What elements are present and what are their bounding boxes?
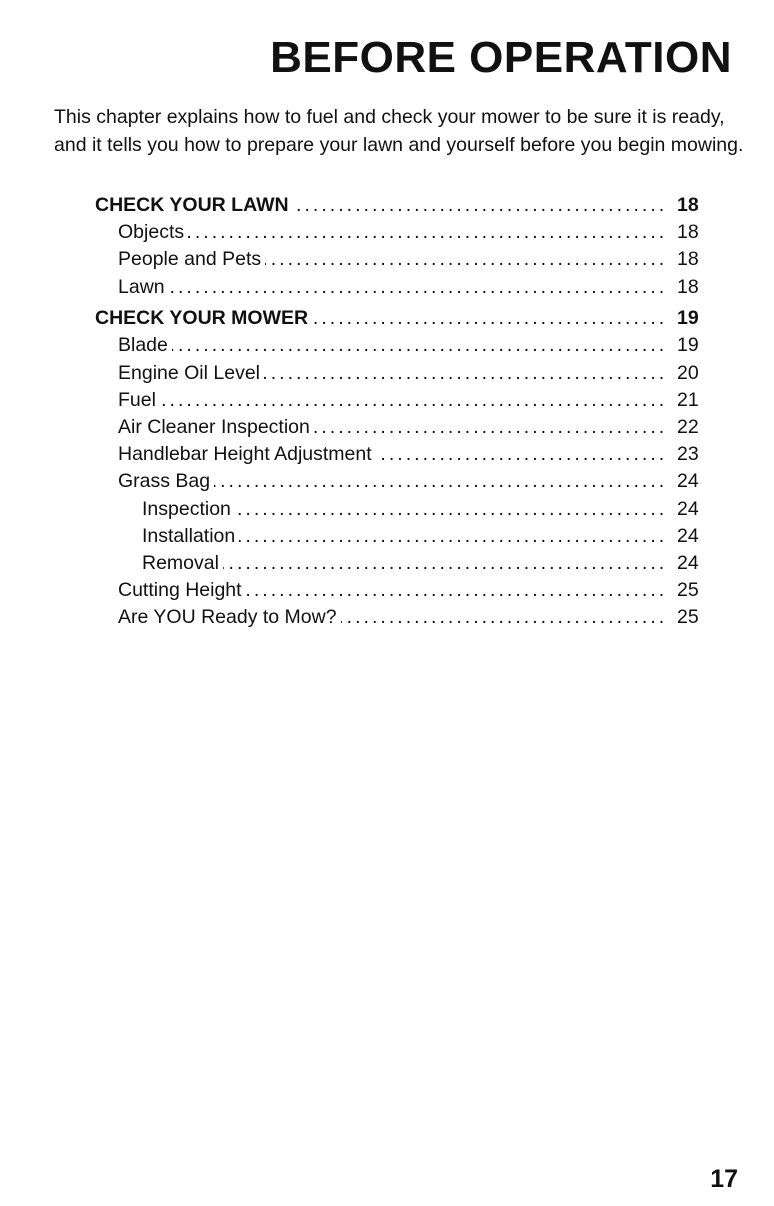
toc-entry-label: CHECK YOUR MOWER	[95, 307, 309, 330]
toc-entry-label: Inspection	[142, 497, 231, 520]
toc-entry[interactable]	[95, 604, 705, 631]
toc-entry-page: 18	[677, 221, 699, 244]
toc-entry-label: Air Cleaner Inspection	[118, 416, 310, 438]
toc-entry-label: Blade	[118, 334, 168, 357]
toc-dot-leader	[239, 523, 663, 550]
toc-entry-page: 21	[677, 388, 699, 411]
toc-dot-leader	[312, 305, 663, 332]
toc-entry-page: 24	[677, 470, 699, 493]
toc-entry-page: 18	[677, 275, 699, 298]
toc-entry-page: 23	[677, 443, 699, 466]
toc-entry-page: 24	[677, 551, 699, 574]
toc-entry-page: 20	[677, 361, 699, 384]
toc-entry[interactable]	[95, 414, 705, 441]
toc-entry[interactable]	[95, 387, 705, 414]
toc-entry-label: Are YOU Ready to Mow?	[118, 606, 337, 629]
toc-entry-label: CHECK YOUR LAWN	[95, 194, 289, 216]
toc-dot-leader	[293, 192, 663, 219]
toc-entry-page: 18	[677, 194, 699, 216]
toc-entry-label: Engine Oil Level	[118, 361, 261, 384]
toc-entry-label: Handlebar Height Adjustment	[118, 443, 372, 466]
toc-entry[interactable]	[95, 305, 705, 332]
toc-dot-leader	[235, 496, 663, 523]
toc-entry-label: Objects	[118, 221, 185, 244]
page-number: 17	[710, 1165, 738, 1193]
toc-entry[interactable]	[95, 523, 705, 550]
toc-entry[interactable]	[95, 550, 705, 577]
toc-dot-leader	[172, 332, 663, 359]
intro-paragraph: This chapter explains how to fuel and check your mower to be sure it is ready, and it tells you how to prepare your lawn and yourself before you begin mowing.	[54, 106, 744, 156]
toc-entry[interactable]	[95, 332, 705, 359]
toc-dot-leader	[314, 414, 663, 441]
toc-dot-leader	[376, 441, 663, 468]
toc-entry[interactable]	[95, 360, 705, 387]
toc-entry-label: Fuel	[118, 388, 156, 411]
toc-entry-page: 24	[677, 524, 699, 547]
toc-dot-leader	[160, 387, 663, 414]
toc-dot-leader	[223, 550, 663, 577]
toc-dot-leader	[214, 468, 663, 495]
toc-entry-page: 25	[677, 606, 699, 629]
table-of-contents	[95, 192, 705, 632]
toc-dot-leader	[169, 274, 663, 301]
toc-entry[interactable]	[95, 496, 705, 523]
toc-entry-label: Lawn	[118, 275, 165, 298]
toc-dot-leader	[264, 360, 663, 387]
toc-entry[interactable]	[95, 192, 705, 219]
toc-dot-leader	[246, 577, 663, 604]
toc-entry-page: 18	[677, 248, 699, 271]
toc-entry-label: Installation	[142, 524, 236, 547]
page-title: BEFORE OPERATION	[270, 33, 732, 82]
toc-entry[interactable]	[95, 468, 705, 495]
toc-entry[interactable]	[95, 219, 705, 246]
toc-entry[interactable]	[95, 246, 705, 273]
toc-entry-label: Grass Bag	[118, 470, 211, 493]
toc-dot-leader	[265, 246, 663, 273]
toc-dot-leader	[341, 604, 663, 631]
toc-entry-page: 19	[677, 334, 699, 357]
toc-entry[interactable]	[95, 274, 705, 301]
toc-entry[interactable]	[95, 441, 705, 468]
toc-entry-page: 19	[677, 307, 699, 330]
toc-entry-label: People and Pets	[118, 248, 262, 271]
toc-entry-page: 25	[677, 579, 699, 602]
toc-entry[interactable]	[95, 577, 705, 604]
toc-entry-label: Cutting Height	[118, 579, 242, 602]
toc-entry-page: 22	[677, 416, 699, 438]
toc-entry-label: Removal	[142, 551, 219, 574]
toc-dot-leader	[188, 219, 663, 246]
toc-entry-page: 24	[677, 497, 699, 520]
